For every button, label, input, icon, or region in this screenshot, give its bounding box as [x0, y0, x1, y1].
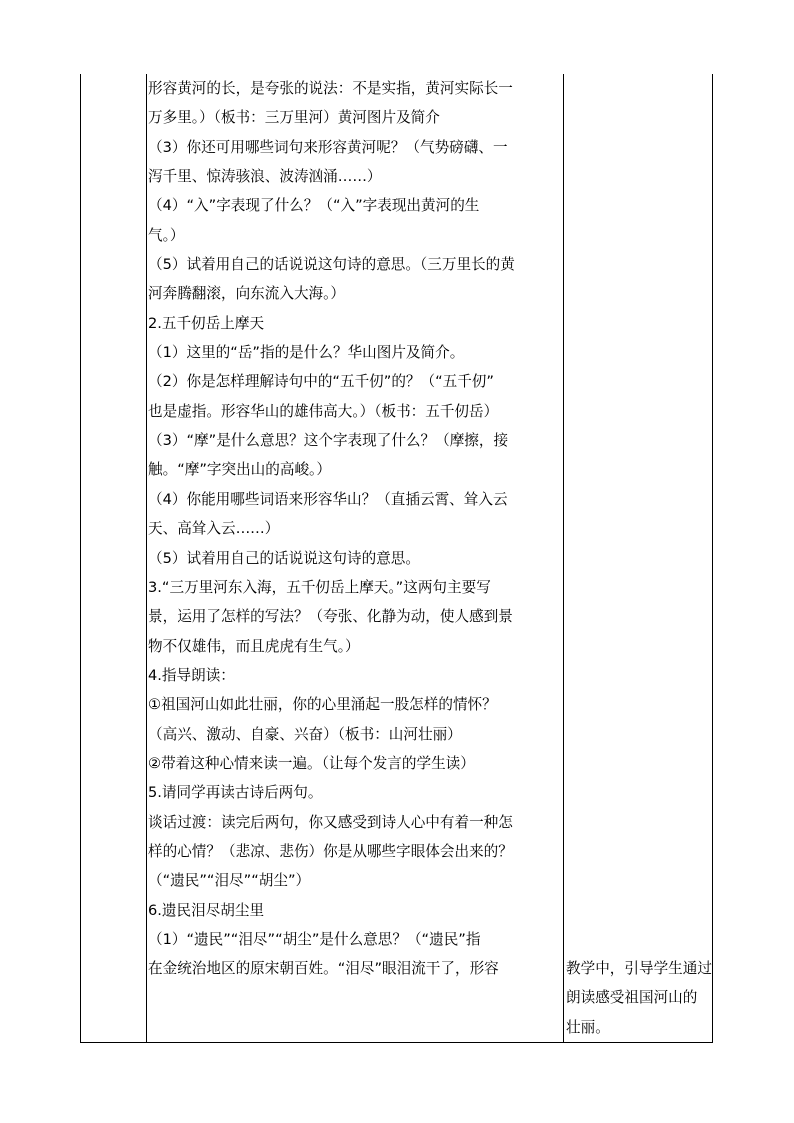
text-line: 3.“三万里河东入海，五千仞岳上摩天。”这两句主要写	[148, 578, 491, 596]
section-heading: 5.请同学再读古诗后两句。	[148, 784, 323, 802]
text-line: 景，运用了怎样的写法？（夸张、化静为动，使人感到景	[148, 608, 513, 626]
design-intent-cell	[566, 954, 713, 1042]
text-line: ②带着这种心情来读一遍。（让每个发言的学生读）	[148, 754, 475, 772]
text-line: （2）你是怎样理解诗句中的“五千仞”的？（“五千仞”	[148, 373, 494, 391]
text-line: （4）你能用哪些词语来形容华山？（直插云霄、耸入云	[148, 490, 508, 508]
text-line: （5）试着用自己的话说说这句诗的意思。（三万里长的黄	[148, 256, 515, 274]
text-line: 气。）	[148, 226, 185, 244]
text-line: 在金统治地区的原宋朝百姓。“泪尽”眼泪流干了，形容	[148, 960, 499, 978]
text-line: （“遗民”“泪尽”“胡尘”）	[148, 872, 311, 890]
note-line: 教学中，引导学生通过	[566, 960, 712, 977]
note-line: 朗读感受祖国河山的	[566, 989, 698, 1007]
column-divider-1	[146, 74, 147, 1043]
text-line: 样的心情？（悲凉、悲伤）你是从哪些字眼体会出来的？	[148, 842, 513, 860]
section-heading: 6.遗民泪尽胡尘里	[148, 901, 265, 919]
note-line: 壮丽。	[566, 1018, 610, 1036]
text-line: （高兴、激动、自豪、兴奋）（板书：山河壮丽）	[148, 725, 462, 743]
table-border-bottom	[80, 1042, 713, 1043]
text-line: 谈话过渡：读完后两句，你又感受到诗人心中有着一种怎	[148, 813, 513, 831]
text-line: ①祖国河山如此壮丽，你的心里涌起一股怎样的情怀？	[148, 696, 497, 714]
text-line: （1）这里的“岳”指的是什么？华山图片及简介。	[148, 344, 465, 362]
lesson-table	[80, 74, 713, 1043]
text-line: 泻千里、惊涛骇浪、波涛汹涌……）	[148, 168, 382, 186]
section-heading: 2.五千仞岳上摩天	[148, 314, 265, 332]
table-border-left	[80, 74, 81, 1043]
column-divider-2	[563, 74, 564, 1043]
section-heading: 4.指导朗读：	[148, 666, 235, 684]
text-line: 河奔腾翻滚，向东流入大海。）	[148, 285, 346, 303]
text-line: （1）“遗民”“泪尽”“胡尘”是什么意思？（“遗民”指	[148, 930, 481, 948]
text-line: 也是虚指。形容华山的雄伟高大。）（板书：五千仞岳）	[148, 402, 499, 420]
text-line: 万多里。）（板书：三万里河）黄河图片及简介	[148, 109, 440, 127]
teaching-process-cell	[148, 74, 562, 984]
text-line: （4）“入”字表现了什么？（“入”字表现出黄河的生	[148, 197, 480, 215]
text-line: 触。“摩”字突出山的高峻。）	[148, 461, 331, 479]
text-line: 形容黄河的长，是夸张的说法：不是实指，黄河实际长一	[148, 80, 513, 97]
text-line: （3）你还可用哪些词句来形容黄河呢？（气势磅礴、一	[148, 138, 508, 156]
text-line: 物不仅雄伟，而且虎虎有生气。）	[148, 637, 360, 655]
text-line: （3）“摩”是什么意思？这个字表现了什么？（摩擦，接	[148, 432, 509, 450]
table-border-right	[712, 74, 713, 1043]
text-line: （5）试着用自己的话说说这句诗的意思。	[148, 549, 420, 567]
text-line: 天、高耸入云……）	[148, 520, 280, 538]
